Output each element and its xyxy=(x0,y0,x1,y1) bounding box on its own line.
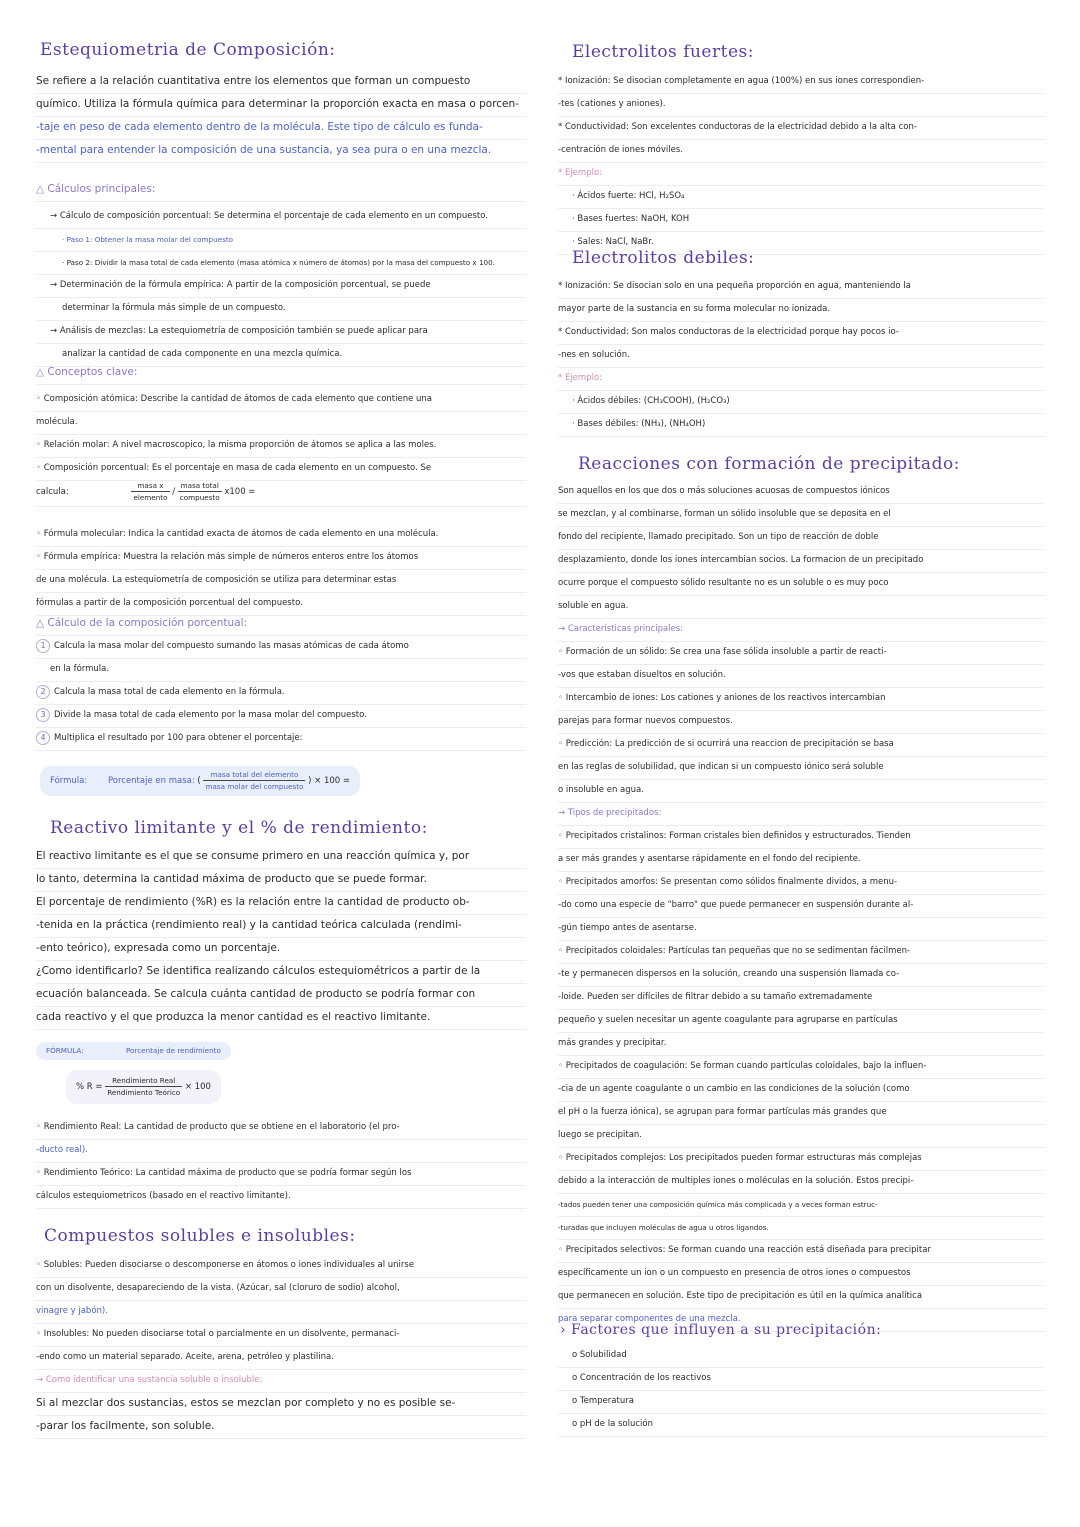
text-line: → Determinación de la fórmula empírica: A partir de la composición porcentual, se puede xyxy=(36,274,526,298)
text-line: ◦ Composición porcentual: Es el porcentaje en masa de cada elemento en un compuesto. Se xyxy=(36,457,526,481)
text-line: ◦ Rendimiento Real: La cantidad de producto que se obtiene en el laboratorio (el pro- xyxy=(36,1116,526,1140)
text-line: ◦ Precipitados coloidales: Partículas tan pequeñas que no se sedimentan fácilmen- xyxy=(558,940,1044,964)
text-line: -ducto real). xyxy=(36,1139,526,1163)
text-line: * Ejemplo: xyxy=(558,162,1044,186)
text-line: · Bases débiles: (NH₃), (NH₄OH) xyxy=(558,413,1044,437)
list-item: o Temperatura xyxy=(558,1390,1044,1414)
text-line: ◦ Insolubles: No pueden disociarse total o parcialmente en un disolvente, permanaci- xyxy=(36,1323,526,1347)
text-line: debido a la interacción de multiples iones o moléculas en la solución. Estos precipi- xyxy=(558,1170,1044,1194)
text-line: de una molécula. La estequiometría de composición se utiliza para determinar estas xyxy=(36,569,526,593)
text-line: ◦ Relación molar: A nivel macroscopico, la misma proporción de átomos se aplica a las moles. xyxy=(36,434,526,458)
text-line: con un disolvente, desapareciendo de la vista. (Azúcar, sal (cloruro de sodio) alcohol, xyxy=(36,1277,526,1301)
step-1-cont: en la fórmula. xyxy=(36,658,526,682)
text-line: -tados pueden tener una composición química más complicada y a veces forman estruc- xyxy=(558,1193,1044,1217)
text-line: -centración de iones móviles. xyxy=(558,139,1044,163)
step-2: 2 Calcula la masa total de cada elemento en la fórmula. xyxy=(36,681,526,705)
text-line: * Ejemplo: xyxy=(558,367,1044,391)
mini-frac-2: $\frac{\text{masa total}}{\text{compuesto}}$ xyxy=(179,481,220,502)
text-line: ◦ Intercambio de iones: Los cationes y aniones de los reactivos intercambian xyxy=(558,687,1044,711)
formula-label: Fórmula: xyxy=(50,776,88,786)
text-line: · Paso 1: Obtener la masa molar del compuesto xyxy=(36,228,526,252)
text-line: o insoluble en agua. xyxy=(558,779,1044,803)
mini-formula-tail: x100 = xyxy=(224,487,256,497)
text-line: · Ácidos débiles: (CH₃COOH), (H₂CO₃) xyxy=(558,390,1044,414)
text-line: que permanecen en solución. Este tipo de precipitación es útil en la química analítica xyxy=(558,1285,1044,1309)
formula-tail: × 100 = xyxy=(314,776,351,786)
text-line: → Análisis de mezclas: La estequiometría de composición también se puede aplicar para xyxy=(36,320,526,344)
list-item: o pH de la solución xyxy=(558,1413,1044,1437)
mini-frac-1: $\frac{\text{masa x}}{\text{elemento}}$ xyxy=(133,481,168,502)
text-line: cada reactivo y el que produzca la menor cantidad es el reactivo limitante. xyxy=(36,1006,526,1030)
text-line: -loide. Pueden ser difíciles de filtrar debido a su tamaño extremadamente xyxy=(558,986,1044,1010)
text-line: vinagre y jabón). xyxy=(36,1300,526,1324)
text-line: lo tanto, determina la cantidad máxima de producto que se puede formar. xyxy=(36,868,526,892)
text-line: -vos que estaban disueltos en solución. xyxy=(558,664,1044,688)
text-line: · Bases fuertes: NaOH, KOH xyxy=(558,208,1044,232)
text-line: ◦ Fórmula molecular: Indica la cantidad exacta de átomos de cada elemento en una molécula. xyxy=(36,523,526,547)
formula-percent-mass: Fórmula: Porcentaje en masa: ( $\frac{\text{masa total del elemento}}{\text{masa molar del compuesto}}$ ) × 100 = xyxy=(40,766,360,796)
text-line: el pH o la fuerza iónica), se agrupan para formar partículas más grandes que xyxy=(558,1101,1044,1125)
title-electrolitos-debiles: Electrolitos debiles: xyxy=(572,248,755,268)
text-line: · Paso 2: Dividir la masa total de cada elemento (masa atómica x número de átomos) por la masa del compuesto x 100. xyxy=(36,251,526,275)
title-precipitado: Reacciones con formación de precipitado: xyxy=(578,454,960,474)
text-line: ◦ Rendimiento Teórico: La cantidad máxima de producto que se podría formar según los xyxy=(36,1162,526,1186)
section-heading: △ Conceptos clave: xyxy=(36,361,526,385)
text-line: * Conductividad: Son excelentes conductoras de la electricidad debido a la alta con- xyxy=(558,116,1044,140)
text-line: químico. Utiliza la fórmula química para determinar la proporción exacta en masa o porcen- xyxy=(36,93,526,117)
text-line: -turadas que incluyen moléculas de agua u otros ligandos. xyxy=(558,1216,1044,1240)
text-line: para separar componentes de una mezcla. xyxy=(558,1308,1044,1332)
text-line: luego se precipitan. xyxy=(558,1124,1044,1148)
text-line: -te y permanecen dispersos en la solución, creando una suspensión llamada co- xyxy=(558,963,1044,987)
text-line: ecuación balanceada. Se calcula cuánta cantidad de producto se podría formar con xyxy=(36,983,526,1007)
text-line: específicamente un ion o un compuesto en presencia de otros iones o compuestos xyxy=(558,1262,1044,1286)
text-line: parejas para formar nuevos compuestos. xyxy=(558,710,1044,734)
text-line: → Características principales: xyxy=(558,618,1044,642)
text-line: ocurre porque el compuesto sólido resultante no es un soluble o es muy poco xyxy=(558,572,1044,596)
formula-frac: $\frac{\text{masa total del elemento}}{\text{masa molar del compuesto}}$ xyxy=(205,770,304,791)
formula-rendimiento xyxy=(66,1070,221,1104)
text-line: ◦ Precipitados cristalinos: Forman cristales bien definidos y estructurados. Tienden xyxy=(558,825,1044,849)
formula-rendimiento-tag xyxy=(36,1042,231,1060)
text-line: → Como identificar una sustancia soluble o insoluble: xyxy=(36,1369,526,1393)
list-item: o Solubilidad xyxy=(558,1344,1044,1368)
text-line: ◦ Fórmula empírica: Muestra la relación más simple de números enteros entre los átomos xyxy=(36,546,526,570)
formula-lhs: % R = xyxy=(76,1082,103,1092)
text-line: -mental para entender la composición de una sustancia, ya sea pura o en una mezcla. xyxy=(36,139,526,163)
mini-formula: $\frac{\text{masa x}}{\text{elemento}}$ / $\frac{\text{masa total}}{\text{compuesto}}$ x100 = xyxy=(133,481,256,502)
text-line: Se refiere a la relación cuantitativa entre los elementos que forman un compuesto xyxy=(36,70,526,94)
text-line: ◦ Precipitados complejos: Los precipitados pueden formar estructuras más complejas xyxy=(558,1147,1044,1171)
text-line: -parar los facilmente, son soluble. xyxy=(36,1415,526,1439)
text-line: -gún tiempo antes de asentarse. xyxy=(558,917,1044,941)
text-line: * Ionización: Se disocian completamente en agua (100%) en sus iones correspondien- xyxy=(558,70,1044,94)
text-line: ◦ Solubles: Pueden disociarse o descomponerse en átomos o iones individuales al unirse xyxy=(36,1254,526,1278)
text-line xyxy=(36,480,526,507)
text-line: · Sales: NaCl, NaBr. xyxy=(558,231,1044,255)
text-line: soluble en agua. xyxy=(558,595,1044,619)
text-line: → Cálculo de composición porcentual: Se determina el porcentaje de cada elemento en un compuesto. xyxy=(36,205,526,229)
section-heading: △ Cálculos principales: xyxy=(36,178,526,202)
text-line: Si al mezclar dos sustancias, estos se mezclan por completo y no es posible se- xyxy=(36,1392,526,1416)
text-line: fondo del recipiente, llamado precipitado. Son un tipo de reacción de doble xyxy=(558,526,1044,550)
step-1: 1 Calcula la masa molar del compuesto sumando las masas atómicas de cada átomo xyxy=(36,635,526,659)
text-line: · Ácidos fuerte: HCl, H₂SO₄ xyxy=(558,185,1044,209)
text-line: El reactivo limitante es el que se consume primero en una reacción química y, por xyxy=(36,845,526,869)
text-line: cálculos estequiometricos (basado en el reactivo limitante). xyxy=(36,1185,526,1209)
section-heading: △ Cálculo de la composición porcentual: xyxy=(36,612,526,636)
text-line: se mezclan, y al combinarse, forman un sólido insoluble que se deposita en el xyxy=(558,503,1044,527)
text-line: pequeño y suelen necesitar un agente coagulante para agruparse en partículas xyxy=(558,1009,1044,1033)
text-line: -taje en peso de cada elemento dentro de la molécula. Este tipo de cálculo es funda- xyxy=(36,116,526,140)
text-line: Son aquellos en los que dos o más soluciones acuosas de compuestos iónicos xyxy=(558,480,1044,504)
text-line: mayor parte de la sustancia en su forma molecular no ionizada. xyxy=(558,298,1044,322)
title-estequiometria: Estequiometria de Composición: xyxy=(40,40,336,60)
text-line: -endo como un material separado. Aceite, arena, petróleo y plastilina. xyxy=(36,1346,526,1370)
text-line: * Ionización: Se disocian solo en una pequeña proporción en agua, manteniendo la xyxy=(558,275,1044,299)
text-line: El porcentaje de rendimiento (%R) es la relación entre la cantidad de producto ob- xyxy=(36,891,526,915)
title-factores: › Factores que influyen a su precipitación: xyxy=(560,1322,882,1338)
text-line: a ser más grandes y asentarse rápidamente en el fondo del recipiente. xyxy=(558,848,1044,872)
calcula-label: calcula: xyxy=(36,487,69,497)
text-line: -ento teórico), expresada como un porcentaje. xyxy=(36,937,526,961)
text-line: → Tipos de precipitados: xyxy=(558,802,1044,826)
formula-tail: × 100 xyxy=(184,1082,211,1092)
title-reactivo-limitante: Reactivo limitante y el % de rendimiento: xyxy=(50,818,428,838)
text-line: ◦ Precipitados amorfos: Se presentan como sólidos finalmente dividos, a menu- xyxy=(558,871,1044,895)
text-line: molécula. xyxy=(36,411,526,435)
text-line: -do como una especie de "barro" que puede permanecer en suspensión durante al- xyxy=(558,894,1044,918)
text-line: ◦ Precipitados selectivos: Se forman cuando una reacción está diseñada para precipitar xyxy=(558,1239,1044,1263)
title-electrolitos-fuertes: Electrolitos fuertes: xyxy=(572,42,754,62)
step-4: 4 Multiplica el resultado por 100 para obtener el porcentaje: xyxy=(36,727,526,751)
step-3: 3 Divide la masa total de cada elemento por la masa molar del compuesto. xyxy=(36,704,526,728)
formula-frac: $\frac{\text{Rendimiento Real}}{\text{Rendimiento Teórico}}$ xyxy=(107,1076,181,1097)
text-line: ¿Como identificarlo? Se identifica realizando cálculos estequiométricos a partir de la xyxy=(36,960,526,984)
formula-name: Porcentaje en masa: xyxy=(107,776,195,786)
text-line: ◦ Precipitados de coagulación: Se forman cuando partículas coloidales, bajo la influen- xyxy=(558,1055,1044,1079)
text-line: -nes en solución. xyxy=(558,344,1044,368)
text-line: en las reglas de solubilidad, que indican si un compuesto iónico será soluble xyxy=(558,756,1044,780)
text-line: determinar la fórmula más simple de un compuesto. xyxy=(36,297,526,321)
list-item: o Concentración de los reactivos xyxy=(558,1367,1044,1391)
text-line: desplazamiento, donde los iones intercambian socios. La formacion de un precipitado xyxy=(558,549,1044,573)
text-line: -tenida en la práctica (rendimiento real) y la cantidad teórica calculada (rendimi- xyxy=(36,914,526,938)
text-line: ◦ Composición atómica: Describe la cantidad de átomos de cada elemento que contiene una xyxy=(36,388,526,412)
formula-name: Porcentaje de rendimiento xyxy=(125,1046,221,1055)
formula-label: FÓRMULA: xyxy=(46,1046,84,1055)
text-line: analizar la cantidad de cada componente en una mezcla química. xyxy=(36,343,526,367)
text-line: fórmulas a partir de la composición porcentual del compuesto. xyxy=(36,592,526,616)
text-line: ◦ Predicción: La predicción de si ocurrirá una reaccion de precipitación se basa xyxy=(558,733,1044,757)
text-line: -cia de un agente coagulante o un cambio en las condiciones de la solución (como xyxy=(558,1078,1044,1102)
text-line: más grandes y precipitar. xyxy=(558,1032,1044,1056)
text-line: -tes (cationes y aniones). xyxy=(558,93,1044,117)
title-compuestos: Compuestos solubles e insolubles: xyxy=(44,1226,356,1246)
text-line: ◦ Formación de un sólido: Se crea una fase sólida insoluble a partir de reacti- xyxy=(558,641,1044,665)
text-line: * Conductividad: Son malos conductoras de la electricidad porque hay pocos io- xyxy=(558,321,1044,345)
